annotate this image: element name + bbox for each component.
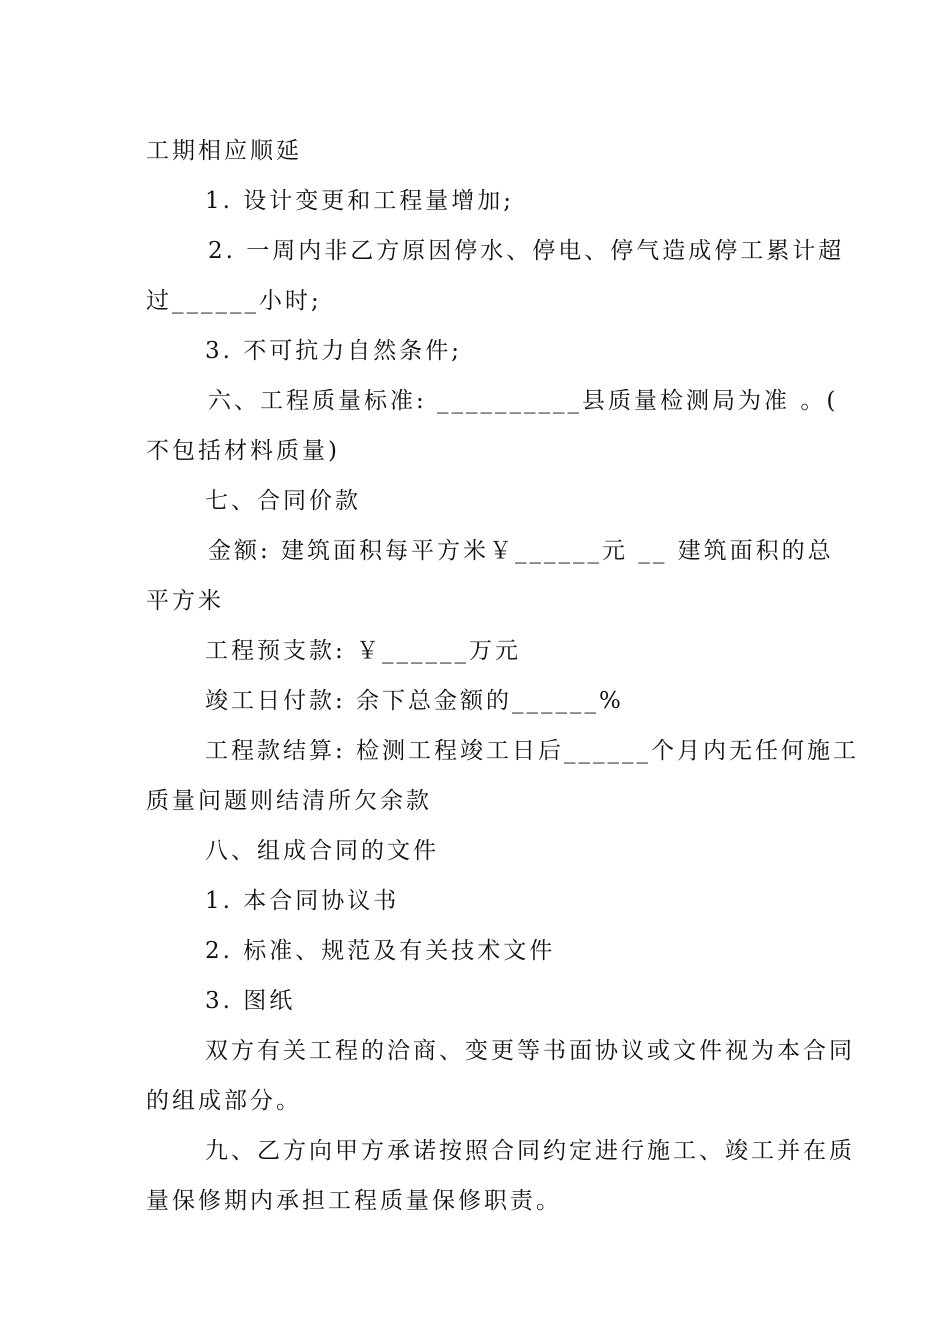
text-line: 不包括材料质量) xyxy=(146,438,340,464)
text-line: 竣工日付款: 余下总金额的______% xyxy=(205,688,624,714)
list-item: 1. 本合同协议书 xyxy=(205,888,400,914)
text-line: 金额: 建筑面积每平方米￥______元 __ 建筑面积的总 xyxy=(208,538,834,564)
text-line: 过______小时; xyxy=(146,288,322,314)
text-line: 双方有关工程的洽商、变更等书面协议或文件视为本合同 xyxy=(205,1038,855,1064)
text-line: 量保修期内承担工程质量保修职责。 xyxy=(146,1188,562,1214)
list-item: 1. 设计变更和工程量增加; xyxy=(205,188,515,214)
list-item: 3. 图纸 xyxy=(205,988,296,1014)
section-heading: 七、合同价款 xyxy=(205,488,361,514)
text-line: 平方米 xyxy=(146,588,224,614)
text-line: 的组成部分。 xyxy=(146,1088,302,1114)
section-heading: 九、乙方向甲方承诺按照合同约定进行施工、竣工并在质 xyxy=(205,1138,855,1164)
section-heading: 八、组成合同的文件 xyxy=(205,838,439,864)
text-line: 工程预支款: ￥______万元 xyxy=(205,638,522,664)
text-line: 工程款结算: 检测工程竣工日后______个月内无任何施工 xyxy=(205,738,860,764)
list-item: 2. 一周内非乙方原因停水、停电、停气造成停工累计超 xyxy=(208,238,845,264)
list-item: 2. 标准、规范及有关技术文件 xyxy=(205,938,556,964)
text-line: 质量问题则结清所欠余款 xyxy=(146,788,432,814)
list-item: 3. 不可抗力自然条件; xyxy=(205,338,463,364)
text-line: 工期相应顺延 xyxy=(146,138,302,164)
section-heading: 六、工程质量标准: __________县质量检测局为准 。( xyxy=(208,388,839,414)
